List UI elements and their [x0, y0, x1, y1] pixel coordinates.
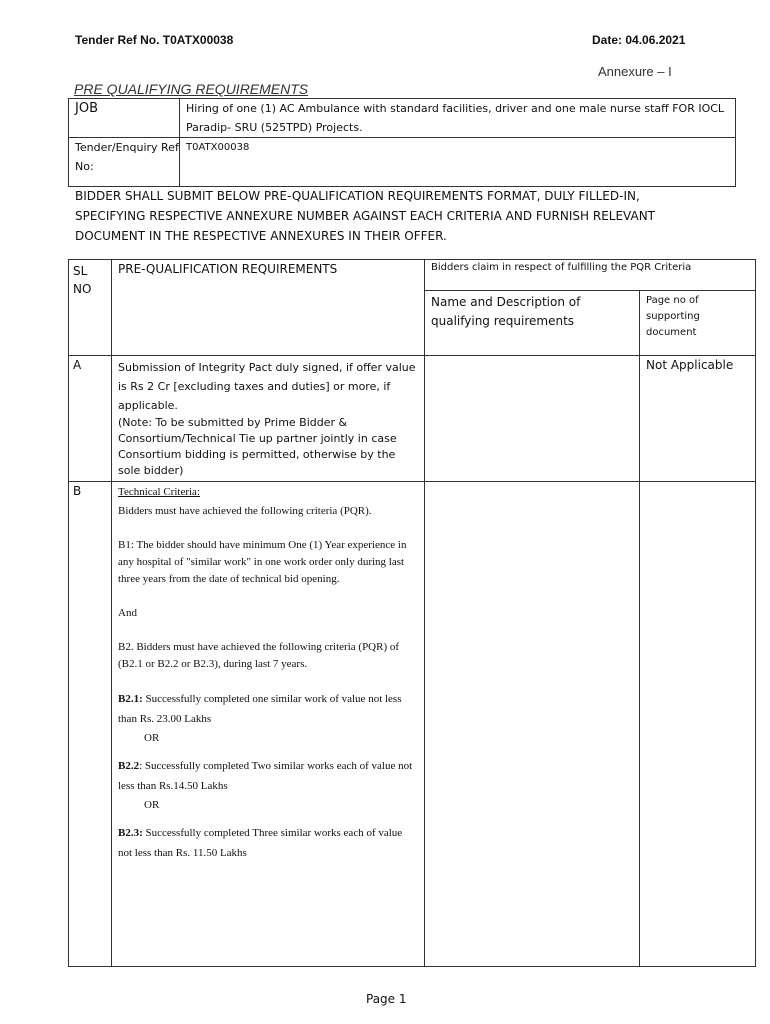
- criteria-b2: B2. Bidders must have achieved the following criteria (PQR) of (B2.1 or B2.2 or B2.3), during last 7 years.: [118, 641, 400, 670]
- b21-text: Successfully completed one similar work of value not less than Rs. 23.00 Lakhs: [118, 693, 402, 725]
- row-a-page: Not Applicable: [640, 356, 756, 482]
- table-row: [69, 482, 756, 967]
- col-sl-header: SL NO: [69, 260, 112, 356]
- col-page-header: Page no of supporting document: [640, 291, 756, 356]
- section-title: PRE QUALIFYING REQUIREMENTS: [74, 81, 309, 97]
- row-a-req-text: Submission of Integrity Pact duly signed, if offer value is Rs 2 Cr [excluding taxes and duties] or more, if applicable.: [118, 361, 416, 412]
- technical-criteria-heading: Technical Criteria:: [118, 486, 200, 498]
- row-b-req: [112, 482, 425, 967]
- instruction-text: BIDDER SHALL SUBMIT BELOW PRE-QUALIFICATION REQUIREMENTS FORMAT, DULY FILLED-IN, SPECIFYING RESPECTIVE ANNEXURE NUMBER AGAINST EACH CRITERIA AND FURNISH RELEVANT DOCUMENT IN THE RESPECTIVE ANNEXURES IN THEIR OFFER.: [75, 189, 656, 243]
- col-name-header: Name and Description of qualifying requirements: [425, 291, 640, 356]
- row-a-note: (Note: To be submitted by Prime Bidder & Consortium/Technical Tie up partner jointly in case Consortium bidding is permitted, otherwise by the sole bidder): [118, 416, 397, 477]
- or-1: OR: [144, 732, 160, 744]
- row-a-req: [112, 356, 425, 482]
- row-b-sl: B: [69, 482, 112, 967]
- technical-criteria-intro: Bidders must have achieved the following criteria (PQR).: [118, 505, 372, 517]
- criteria-b22: [118, 756, 418, 796]
- row-a-name: [425, 356, 640, 482]
- row-b-name: [425, 482, 640, 967]
- job-label: JOB: [69, 99, 180, 138]
- row-a-sl: A: [69, 356, 112, 482]
- table-row: [69, 356, 756, 482]
- b22-label: B2.2: [118, 760, 140, 772]
- col-claim-header: Bidders claim in respect of fulfilling the PQR Criteria: [425, 260, 756, 291]
- ref-label: Tender/Enquiry Ref No:: [69, 138, 180, 187]
- tender-ref-header: Tender Ref No. T0ATX00038: [75, 33, 234, 47]
- col-req-header: PRE-QUALIFICATION REQUIREMENTS: [112, 260, 425, 356]
- b21-label: B2.1:: [118, 693, 143, 705]
- page-number: Page 1: [366, 992, 407, 1006]
- ref-value: T0ATX00038: [180, 138, 736, 187]
- criteria-b1: B1: The bidder should have minimum One (1) Year experience in any hospital of "similar work" in one work order only during last three years from the date of technical bid opening.: [118, 539, 407, 585]
- b23-text: Successfully completed Three similar works each of value not less than Rs. 11.50 Lakhs: [118, 827, 403, 859]
- criteria-b23: [118, 823, 418, 863]
- or-2: OR: [144, 799, 160, 811]
- and-text: And: [118, 607, 137, 619]
- row-b-page: [640, 482, 756, 967]
- annexure-label: Annexure – I: [598, 64, 672, 79]
- job-value: Hiring of one (1) AC Ambulance with standard facilities, driver and one male nurse staff FOR IOCL Paradip- SRU (525TPD) Projects.: [180, 99, 736, 138]
- b22-text: : Successfully completed Two similar works each of value not less than Rs.14.50 Lakhs: [118, 760, 413, 792]
- b23-label: B2.3:: [118, 827, 143, 839]
- date-header: Date: 04.06.2021: [592, 33, 686, 47]
- criteria-b21: [118, 689, 418, 729]
- pqr-table: [68, 259, 756, 967]
- job-table: [68, 98, 736, 187]
